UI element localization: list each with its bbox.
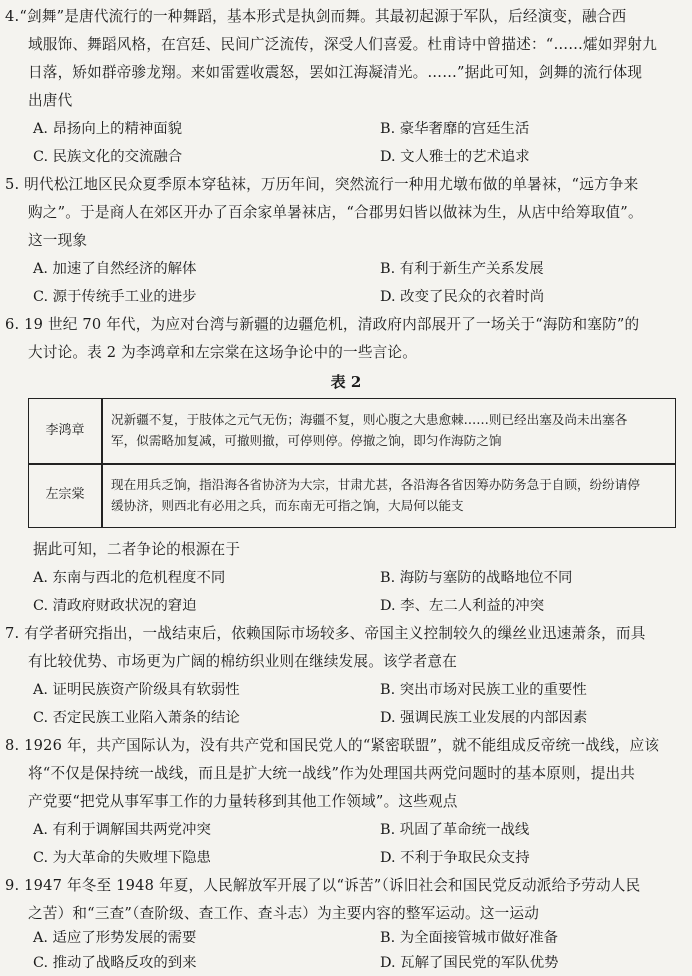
q9-option-a: A. 适应了形势发展的需要 xyxy=(33,930,197,946)
q4-line-3: 日落，矫如群帝骖龙翔。来如雷霆收震怒，罢如江海凝清光。……”据此可知，剑舞的流行体现 xyxy=(28,64,643,81)
q7-line-2: 有比较优势、市场更为广阔的棉纺织业则在继续发展。该学者意在 xyxy=(28,653,458,670)
q9-line-2: 之苦）和“三查”（查阶级、查工作、查斗志）为主要内容的整军运动。这一运动 xyxy=(28,905,540,922)
q7-option-c: C. 否定民族工业陷入萧条的结论 xyxy=(33,710,240,726)
q8-line-1: 8. 1926 年，共产国际认为，没有共产党和国民党人的“紧密联盟”，就不能组成反帝统一战线，应该 xyxy=(5,737,660,754)
comparison-table xyxy=(28,398,676,528)
table-text-line: 军，似需略加复减，可撤则撤，可停则停。停撤之饷，即匀作海防之饷 xyxy=(111,433,502,448)
q4-line-2: 域服饰、舞蹈风格，在宫廷、民间广泛流传，深受人们喜爱。杜甫诗中曾描述：“……㸌如羿射九 xyxy=(28,36,658,53)
q6-line-2: 大讨论。表 2 为李鸿章和左宗棠在这场争论中的一些言论。 xyxy=(28,344,418,361)
q4-line-1: 4.“剑舞”是唐代流行的一种舞蹈，基本形式是执剑而舞。其最初起源于军队，后经演变，融合西 xyxy=(5,8,627,25)
q4-option-d: D. 文人雅士的艺术追求 xyxy=(380,149,530,165)
q8-option-a: A. 有利于调解国共两党冲突 xyxy=(33,822,211,838)
table-row-text xyxy=(111,409,667,451)
q5-line-2: 购之”。于是商人在郊区开办了百余家单暑袜店，“合郡男妇皆以做袜为生，从店中给筹取值”。 xyxy=(28,204,643,221)
table-row-name: 左宗棠 xyxy=(45,487,85,502)
q8-line-2: 将“不仅是保持统一战线，而且是扩大统一战线”作为处理国共两党问题时的基本原则，提出共 xyxy=(28,765,636,782)
q9-line-1: 9. 1947 年冬至 1948 年夏，人民解放军开展了以“诉苦”（诉旧社会和国民党反动派给予劳动人民 xyxy=(5,877,641,894)
q7-line-1: 7. 有学者研究指出，一战结束后，依赖国际市场较多、帝国主义控制较久的缫丝业迅速萧条，而具 xyxy=(5,625,646,642)
q9-option-c: C. 推动了战略反攻的到来 xyxy=(33,955,197,971)
q7-option-a: A. 证明民族资产阶级具有软弱性 xyxy=(33,682,240,698)
q5-line-1: 5. 明代松江地区民众夏季原本穿毡袜，万历年间，突然流行一种用尤墩布做的单暑袜，“远方争来 xyxy=(5,176,639,193)
q5-option-c: C. 源于传统手工业的进步 xyxy=(33,289,197,305)
q4-option-c: C. 民族文化的交流融合 xyxy=(33,149,183,165)
q5-option-d: D. 改变了民众的衣着时尚 xyxy=(380,289,545,305)
q4-option-b: B. 豪华奢靡的宫廷生活 xyxy=(380,121,530,137)
q9-option-b: B. 为全面接管城市做好准备 xyxy=(380,930,559,946)
q8-option-c: C. 为大革命的失败埋下隐患 xyxy=(33,850,211,866)
table-text-line: 缓协济，则西北有必用之兵，而东南无可指之饷，大局何以能支 xyxy=(111,498,464,513)
q6-option-d: D. 李、左二人利益的冲突 xyxy=(380,598,545,614)
table-caption: 表 2 xyxy=(330,373,362,391)
table-row-name: 李鸿章 xyxy=(45,423,85,438)
q8-option-d: D. 不利于争取民众支持 xyxy=(380,850,530,866)
q6-option-c: C. 清政府财政状况的窘迫 xyxy=(33,598,197,614)
q5-option-a: A. 加速了自然经济的解体 xyxy=(33,261,197,277)
q7-option-b: B. 突出市场对民族工业的重要性 xyxy=(380,682,587,698)
table-row-zuo xyxy=(29,464,675,527)
q9-option-d: D. 瓦解了国民党的军队优势 xyxy=(380,955,559,971)
table-text-line: 现在用兵乏饷，指沿海各省协济为大宗，甘肃尤甚，各沿海各省因筹办防务急于自顾，纷纷请停 xyxy=(111,477,640,492)
q6-question: 据此可知，二者争论的根源在于 xyxy=(33,541,241,558)
q6-line-1: 6. 19 世纪 70 年代，为应对台湾与新疆的边疆危机，清政府内部展开了一场关于“海防和塞防”的 xyxy=(5,316,640,333)
q8-option-b: B. 巩固了革命统一战线 xyxy=(380,822,530,838)
q4-line-4: 出唐代 xyxy=(28,92,73,109)
q5-line-3: 这一现象 xyxy=(28,232,88,249)
q5-option-b: B. 有利于新生产关系发展 xyxy=(380,261,544,277)
q8-line-3: 产党要“把党从事军事工作的力量转移到其他工作领域”。这些观点 xyxy=(28,793,458,810)
q4-option-a: A. 昂扬向上的精神面貌 xyxy=(33,121,183,137)
table-text-line: 况新疆不复，于肢体之元气无伤；海疆不复，则心腹之大患愈棘……则已经出塞及尚未出塞各 xyxy=(111,412,628,427)
table-row-li xyxy=(29,399,675,463)
q6-option-a: A. 东南与西北的危机程度不同 xyxy=(33,570,226,586)
q6-option-b: B. 海防与塞防的战略地位不同 xyxy=(380,570,573,586)
table-row-text xyxy=(111,474,667,516)
q7-option-d: D. 强调民族工业发展的内部因素 xyxy=(380,710,588,726)
